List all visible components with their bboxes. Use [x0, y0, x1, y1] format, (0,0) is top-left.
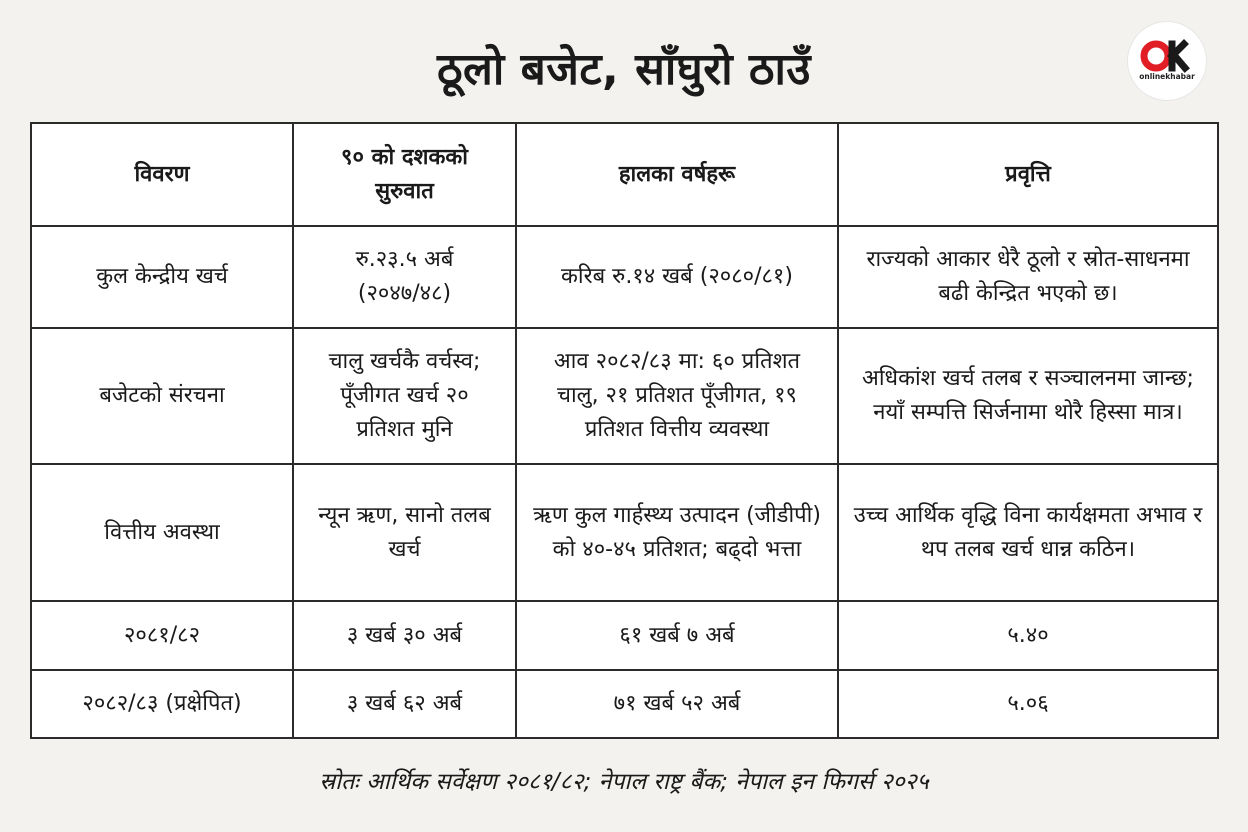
budget-table — [30, 122, 1219, 739]
table-row — [31, 601, 1218, 670]
table-row — [31, 670, 1218, 738]
table-cell: ७१ खर्ब ५२ अर्ब — [516, 670, 838, 738]
table-cell: रु.२३.५ अर्ब (२०४७/४८) — [293, 226, 516, 328]
source-note: स्रोतः आर्थिक सर्वेक्षण २०८१/८२; नेपाल राष्ट्र बैंक; नेपाल इन फिगर्स २०२५ — [319, 769, 929, 795]
page-title: ठूलो बजेट, साँघुरो ठाउँ — [436, 44, 812, 95]
table-cell: बजेटको संरचना — [31, 328, 293, 464]
table-cell: उच्च आर्थिक वृद्धि विना कार्यक्षमता अभाव र थप तलब खर्च धान्न कठिन। — [838, 464, 1218, 601]
table-cell: चालु खर्चकै वर्चस्व; पूँजीगत खर्च २० प्रतिशत मुनि — [293, 328, 516, 464]
table-cell: ३ खर्ब ६२ अर्ब — [293, 670, 516, 738]
table-cell: न्यून ऋण, सानो तलब खर्च — [293, 464, 516, 601]
table-cell: आव २०८२/८३ मा: ६० प्रतिशत चालु, २१ प्रतिशत पूँजीगत, १९ प्रतिशत वित्तीय व्यवस्था — [516, 328, 838, 464]
header-cell-trend: प्रवृत्ति — [838, 123, 1218, 226]
logo-wordmark: onlinekhabar — [1139, 72, 1195, 81]
onlinekhabar-logo-icon — [1128, 22, 1206, 100]
table-cell: करिब रु.१४ खर्ब (२०८०/८१) — [516, 226, 838, 328]
table-cell: २०८१/८२ — [31, 601, 293, 670]
table-cell: ६१ खर्ब ७ अर्ब — [516, 601, 838, 670]
table-cell: वित्तीय अवस्था — [31, 464, 293, 601]
header-cell-recent-years: हालका वर्षहरू — [516, 123, 838, 226]
table-cell: ५.०६ — [838, 670, 1218, 738]
header-cell-early-90s: ९० को दशकको सुरुवात — [293, 123, 516, 226]
table-cell: ऋण कुल गार्हस्थ्य उत्पादन (जीडीपी) को ४०-४५ प्रतिशत; बढ्दो भत्ता — [516, 464, 838, 601]
table-cell: कुल केन्द्रीय खर्च — [31, 226, 293, 328]
table-cell: २०८२/८३ (प्रक्षेपित) — [31, 670, 293, 738]
logo-mark-icon — [1128, 22, 1206, 100]
table-cell: राज्यको आकार धेरै ठूलो र स्रोत-साधनमा बढी केन्द्रित भएको छ। — [838, 226, 1218, 328]
table-cell: ५.४० — [838, 601, 1218, 670]
table-header-row — [31, 123, 1218, 226]
table-row — [31, 328, 1218, 464]
table-row — [31, 464, 1218, 601]
table-row — [31, 226, 1218, 328]
table-cell: ३ खर्ब ३० अर्ब — [293, 601, 516, 670]
header-cell-description: विवरण — [31, 123, 293, 226]
table-cell: अधिकांश खर्च तलब र सञ्चालनमा जान्छ; नयाँ सम्पत्ति सिर्जनामा थोरै हिस्सा मात्र। — [838, 328, 1218, 464]
